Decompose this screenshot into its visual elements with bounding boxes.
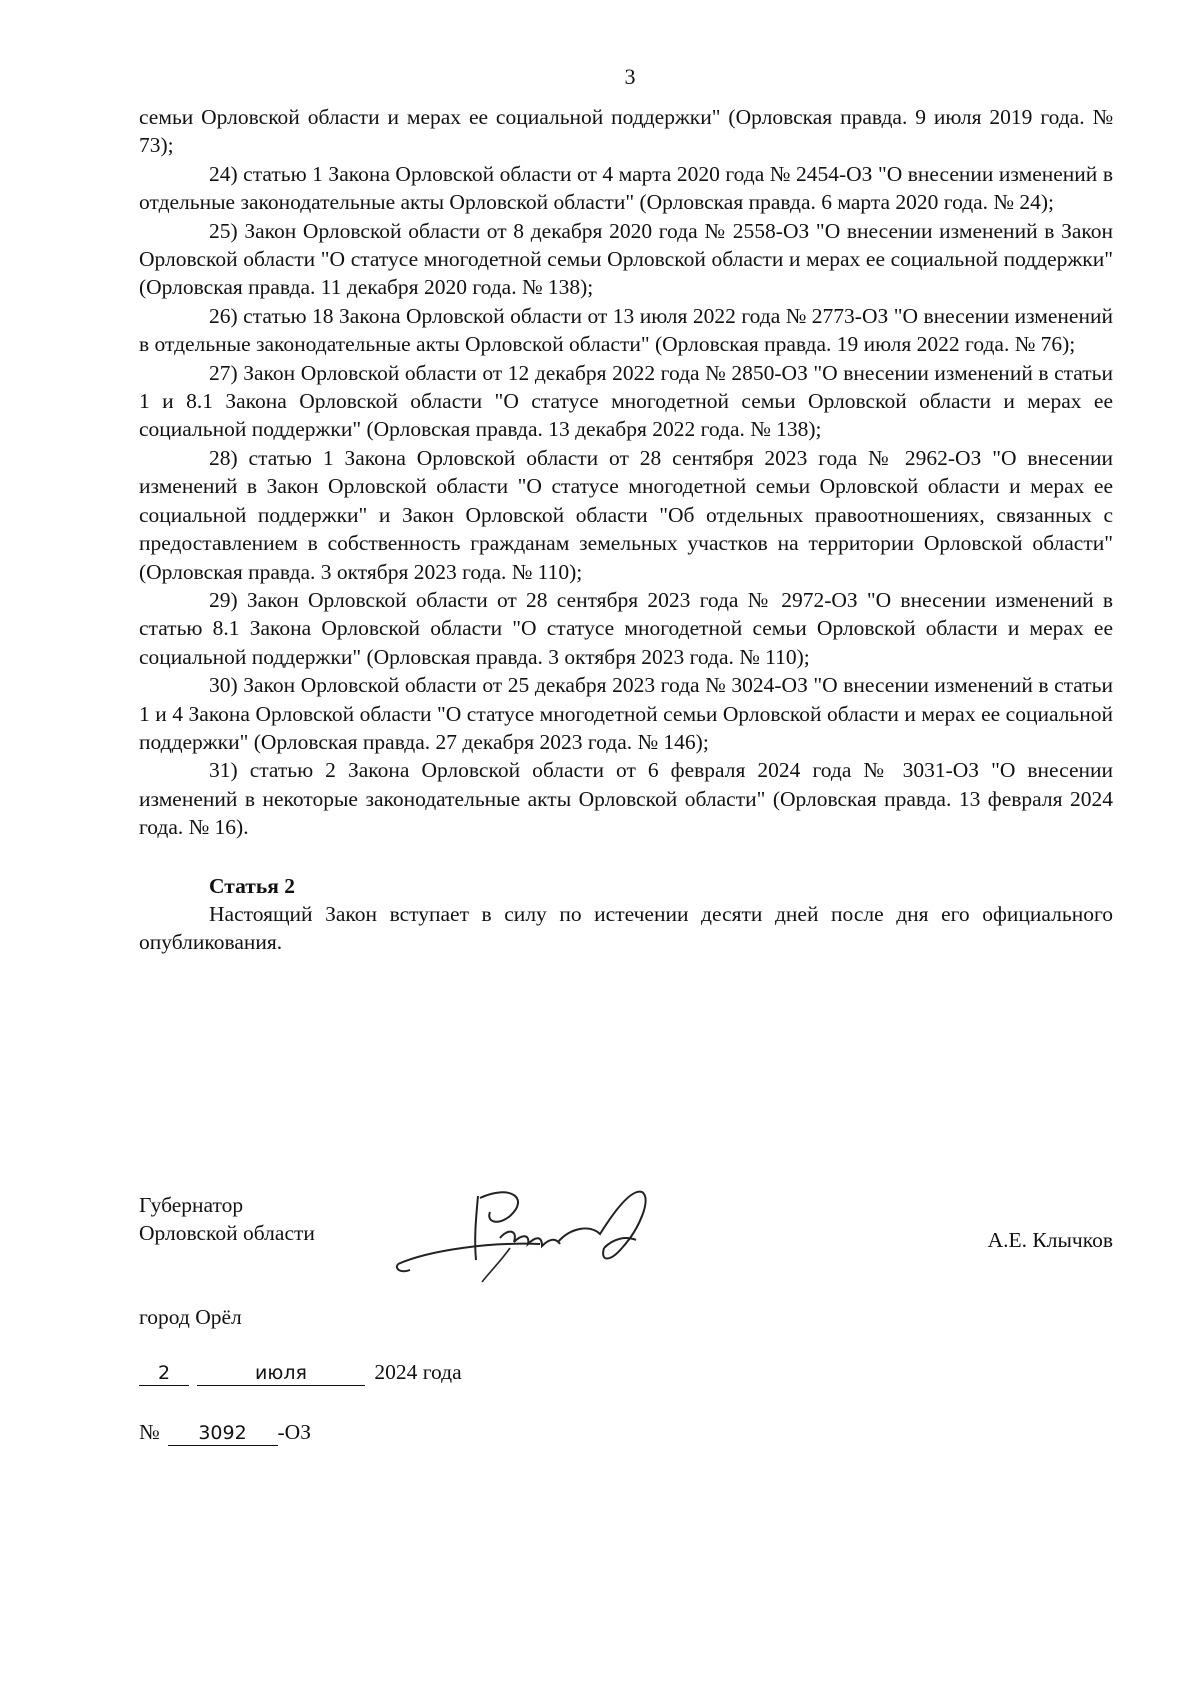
signatory-position — [139, 1191, 315, 1247]
date-day: 2 — [139, 1361, 189, 1386]
list-item: 24) статью 1 Закона Орловской области от 4 марта 2020 года № 2454-ОЗ "О внесении изменений в отдельные законодательные акты Орловской области" (Орловская правда. 6 марта 2020 года. № 24); — [139, 161, 1113, 215]
list-item: 31) статью 2 Закона Орловской области от 6 февраля 2024 года № 3031-ОЗ "О внесении изменений в некоторые законодательные акты Орловской области" (Орловская правда. 13 февраля 2024 года. № 16). — [139, 758, 1113, 840]
number-value: 3092 — [168, 1421, 278, 1446]
date-year: 2024 года — [374, 1360, 462, 1384]
article-text: Настоящий Закон вступает в силу по истечении десяти дней после дня его официального опубликования. — [139, 901, 1113, 955]
date-month: июля — [197, 1361, 365, 1386]
list-item: 30) Закон Орловской области от 25 декабря 2023 года № 3024-ОЗ "О внесении изменений в статьи 1 и 4 Закона Орловской области "О статусе многодетной семьи Орловской области и мерах ее социальной поддержки" (Орловская правда. 27 декабря 2023 года. № 146); — [139, 673, 1113, 754]
page-number: 3 — [624, 64, 636, 89]
number-suffix: -ОЗ — [277, 1420, 311, 1444]
law-number — [139, 1418, 311, 1446]
list-item: 27) Закон Орловской области от 12 декабря 2022 года № 2850-ОЗ "О внесении изменений в статьи 1 и 8.1 Закона Орловской области "О статусе многодетной семьи Орловской области и мерах ее социальной поддержки" (Орловская правда. 13 декабря 2022 года. № 138); — [139, 360, 1113, 442]
number-prefix: № — [139, 1420, 160, 1444]
city: город Орёл — [139, 1305, 242, 1329]
article-heading: Статья 2 — [209, 873, 295, 898]
document-body — [139, 103, 1113, 957]
list-item: 29) Закон Орловской области от 28 сентября 2023 года № 2972-ОЗ "О внесении изменений в статью 8.1 Закона Орловской области "О статусе многодетной семьи Орловской области и мерах ее социальной поддержки" (Орловская правда. 3 октября 2023 года. № 110); — [139, 587, 1113, 669]
position-line: Орловской области — [139, 1221, 315, 1245]
signatory-name: А.Е. Клычков — [987, 1228, 1113, 1252]
list-item: 26) статью 18 Закона Орловской области от 13 июля 2022 года № 2773-ОЗ "О внесении изменений в отдельные законодательные акты Орловской области" (Орловская правда. 19 июля 2022 года. № 76); — [139, 303, 1113, 357]
list-item: 28) статью 1 Закона Орловской области от 28 сентября 2023 года № 2962-ОЗ "О внесении изменений в Закон Орловской области "О статусе многодетной семьи Орловской области и мерах ее социальной поддержки" и Закон Орловской области "Об отдельных правоотношениях, связанных с предоставлением в собственность гражданам земельных участков на территории Орловской области" (Орловская правда. 3 октября 2023 года. № 110); — [139, 445, 1113, 584]
signing-date — [139, 1358, 462, 1386]
paragraph: семьи Орловской области и мерах ее социальной поддержки" (Орловская правда. 9 июля 2019 года. № 73); — [139, 105, 1113, 158]
list-item: 25) Закон Орловской области от 8 декабря 2020 года № 2558-ОЗ "О внесении изменений в Закон Орловской области "О статусе многодетной семьи Орловской области и мерах ее социальной поддержки" (Орловская правда. 11 декабря 2020 года. № 138); — [139, 218, 1113, 300]
position-line: Губернатор — [139, 1193, 244, 1217]
handwritten-signature — [390, 1178, 670, 1288]
